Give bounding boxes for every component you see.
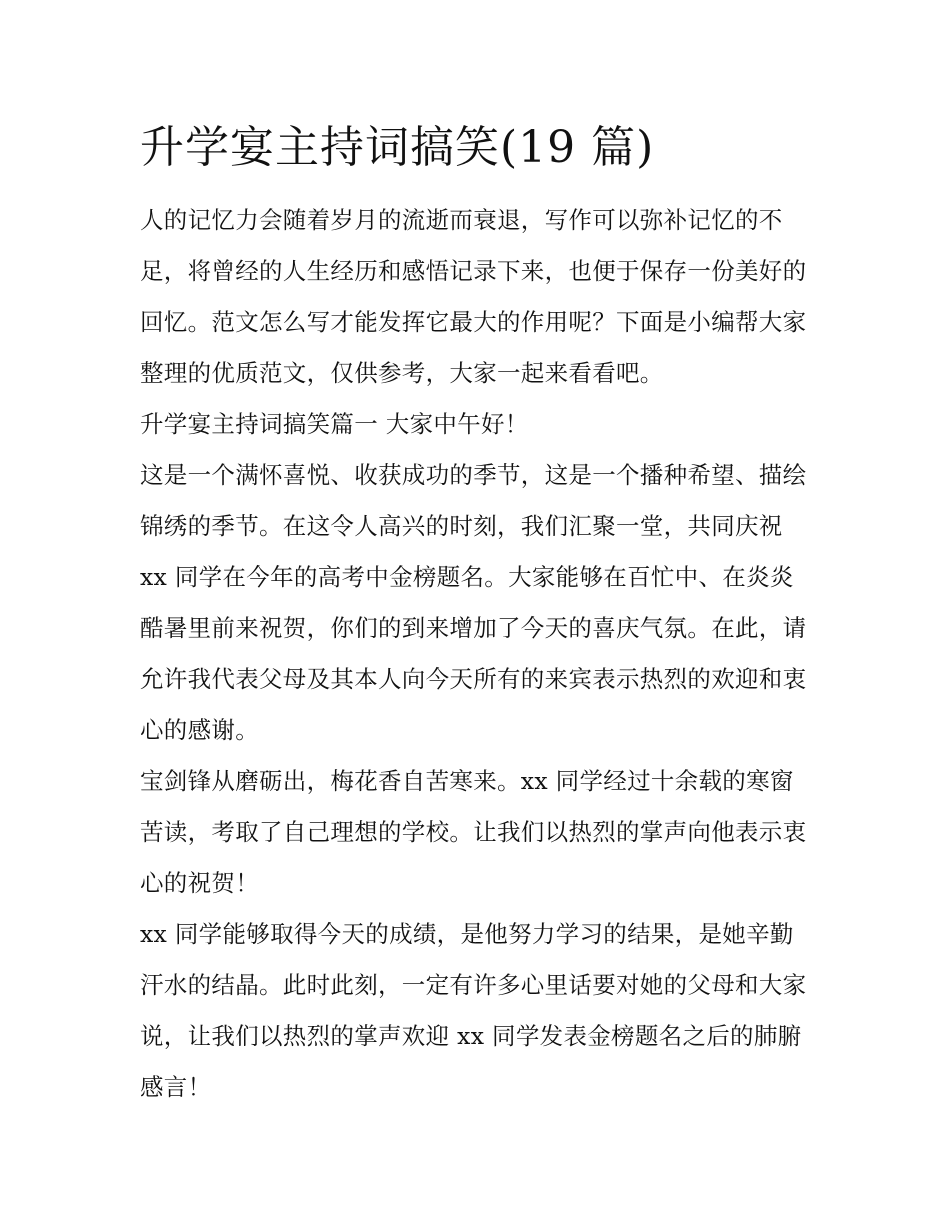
paragraph-intro: 人的记忆力会随着岁月的流逝而衰退，写作可以弥补记忆的不足，将曾经的人生经历和感悟记录下来，也便于保存一份美好的回忆。范文怎么写才能发挥它最大的作用呢？下面是小编帮大家整理的优质范文，仅供参考，大家一起来看看吧。 [140, 206, 807, 387]
document-body [140, 195, 812, 1113]
document-title: 升学宴主持词搞笑(19 篇) [140, 122, 655, 173]
paragraph-congratulation: 宝剑锋从磨砺出，梅花香自苦寒来。xx 同学经过十余载的寒窗苦读，考取了自己理想的学校。让我们以热烈的掌声向他表示衷心的祝贺！ [140, 767, 807, 897]
paragraph-season: 这是一个满怀喜悦、收获成功的季节，这是一个播种希望、描绘锦绣的季节。在这令人高兴的时刻，我们汇聚一堂，共同庆祝 xx 同学在今年的高考中金榜题名。大家能够在百忙中、在炎炎酷暑里前来祝贺，你们的到来增加了今天的喜庆气氛。在此，请允许我代表父母及其本人向今天所有的来宾表示热烈的欢迎和衷心的感谢。 [140, 461, 807, 744]
paragraph-speech-invite: xx 同学能够取得今天的成绩，是他努力学习的结果，是她辛勤汗水的结晶。此时此刻，一定有许多心里话要对她的父母和大家说，让我们以热烈的掌声欢迎 xx 同学发表金榜题名之后的肺腑感言！ [140, 920, 807, 1101]
paragraph-section-heading: 升学宴主持词搞笑篇一 大家中午好！ [140, 410, 529, 438]
